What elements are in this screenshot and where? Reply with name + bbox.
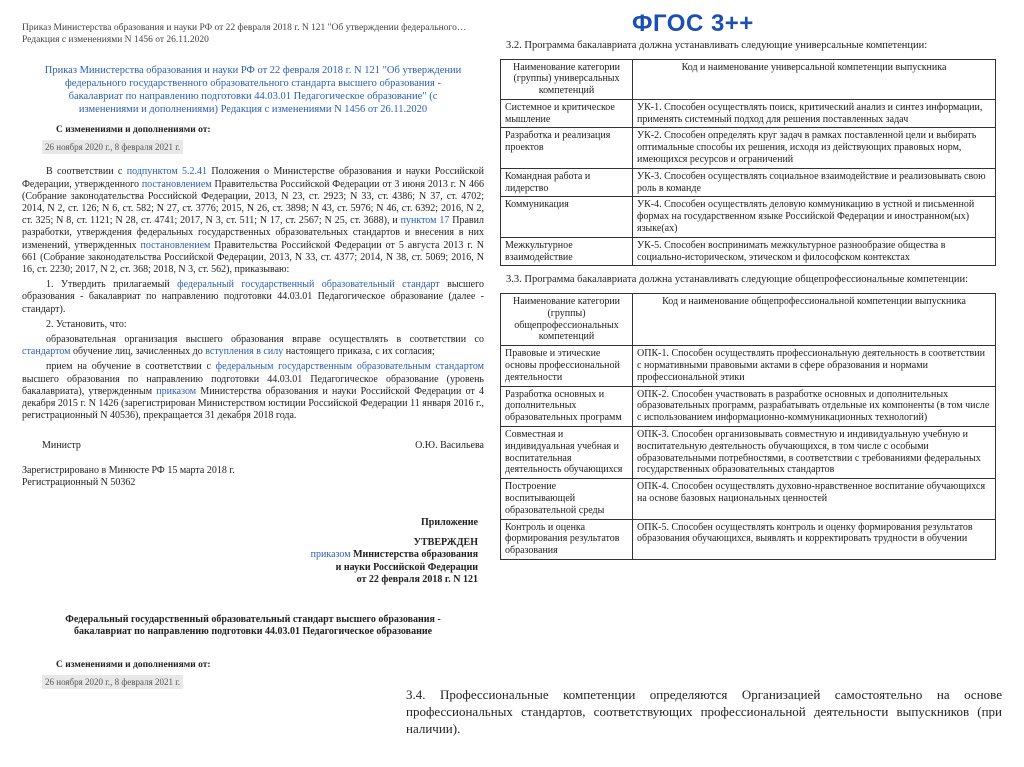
text-span: Положения о Министерстве образования и науки Российской Федерации, утвержденного xyxy=(22,166,484,190)
link-order[interactable]: приказом xyxy=(156,385,197,397)
approved-label: УТВЕРЖДЕН xyxy=(413,537,478,549)
text-span: 1. Утвердить прилагаемый xyxy=(46,279,178,291)
paragraph-approve xyxy=(22,279,484,316)
text-span: Министерства образования и науки Российской Федерации от 4 декабря 2015 г. N 1426 (зарегистрирован Министерством юстиции Российской Федерации 11 января 2016 г., регистрационный N 40536), прекращается 31 декабря 2018 года. xyxy=(22,385,484,422)
opk-cell-code: ОПК-4. Способен осуществлять духовно-нравственное воспитание обучающихся на основе базовых национальных ценностей xyxy=(633,479,996,519)
link-subpoint[interactable]: подпунктом 5.2.41 xyxy=(126,166,208,178)
opk-header-code: Код и наименование общепрофессиональной компетенции выпускника xyxy=(633,293,996,345)
table-row xyxy=(501,479,996,519)
uk-cell-category: Межкультурное взаимодействие xyxy=(501,237,633,266)
text-span: Правительства Российской Федерации от 3 июня 2013 г. N 466 (Собрание законодательства Российской Федерации, 2013, N 23, ст. 2923; N 33, ст. 4386; N 37, ст. 4702; 2014, N 2, ст. 126; N 6, ст. 582; N 27, ст. 3776; 2015, N 26, ст. 3898; N 43, ст. 5976; N 46, ст. 6392; 2016, N 2, ст. 325; N 8, ст. 1121; N 28, ст. 4741; 2017, N 3, ст. 511; N 17, ст. 2567; N 25, ст. 3688), и xyxy=(22,178,484,227)
fgos-title: Федеральный государственный образовательный стандарт высшего образования - бакалавриат по направлению подготовки 44.03.01 Педагогическое образование xyxy=(65,614,441,638)
changes-label-2: С изменениями и дополнениями от: xyxy=(56,659,211,670)
link-standard-2[interactable]: стандартом xyxy=(22,346,71,358)
link-resolution-1[interactable]: постановлением xyxy=(141,178,212,190)
opk-cell-code: ОПК-5. Способен осуществлять контроль и оценку формирования результатов образования обучающихся, выявлять и корректировать трудности в обучении xyxy=(633,519,996,559)
uk-cell-code: УК-1. Способен осуществлять поиск, критический анализ и синтез информации, применять системный подход для решения поставленных задач xyxy=(633,99,996,128)
approved-line-3 xyxy=(22,574,484,586)
slide-title: ФГОС 3++ xyxy=(632,10,754,37)
text-span: обучение лиц, зачисленных до xyxy=(70,346,206,358)
text-span: настоящего приказа, с их согласия; xyxy=(283,346,435,358)
uk-cell-code: УК-5. Способен воспринимать межкультурное разнообразие общества в социально-историческом, этическом и философском контекстах xyxy=(633,237,996,266)
right-document xyxy=(494,40,1016,560)
opk-cell-category: Контроль и оценка формирования результатов образования xyxy=(501,519,633,559)
paragraph-admission xyxy=(22,361,484,422)
minister-name: О.Ю. Васильева xyxy=(415,440,484,452)
opk-cell-category: Построение воспитывающей образовательной среды xyxy=(501,479,633,519)
minister-label: Министр xyxy=(42,440,81,452)
opk-cell-category: Совместная и индивидуальная учебная и воспитательная деятельность обучающихся xyxy=(501,426,633,478)
link-resolution-2[interactable]: постановлением xyxy=(140,239,211,251)
uk-cell-category: Коммуникация xyxy=(501,197,633,237)
approved-line-1 xyxy=(22,549,484,561)
text-span: Правил разработки, утверждения федеральных государственных образовательных стандартов и внесения в них изменений, утвержденных xyxy=(22,215,484,251)
link-order-approved[interactable]: приказом xyxy=(310,549,351,561)
text-span: Министерства образования xyxy=(350,549,478,561)
opk-cell-code: ОПК-3. Способен организовывать совместную и индивидуальную учебную и воспитательную деятельность обучающихся, в том числе с особыми образовательными потребностями, в соответствии с требованиями федеральных государственных образовательных стандартов xyxy=(633,426,996,478)
approved-line-2 xyxy=(22,562,484,574)
text-span: высшего образования по направлению подготовки 44.03.01 Педагогическое образование (уровень бакалавриата), утвержденным xyxy=(22,373,484,397)
link-standard[interactable]: федеральный государственный образовательный стандарт xyxy=(177,279,440,291)
table-row xyxy=(501,197,996,237)
section-3-3: 3.3. Программа бакалавриата должна устанавливать следующие общепрофессиональные компетенции: xyxy=(506,274,969,286)
doc-header-line-2: Редакция с изменениями N 1456 от 26.11.2020 xyxy=(22,35,209,45)
text-span: от 22 февраля 2018 г. N 121 xyxy=(356,573,478,585)
opk-cell-category: Разработка основных и дополнительных образовательных программ xyxy=(501,386,633,426)
changes-label: С изменениями и дополнениями от: xyxy=(56,125,211,135)
table-row xyxy=(501,128,996,168)
uk-table xyxy=(500,59,996,267)
order-title-link[interactable]: Приказ Министерства образования и науки РФ от 22 февраля 2018 г. N 121 "Об утверждении федерального государственного образовательного стандарта высшего образования - бакалавриат по направлению подготовки 44.03.01 Педагогическое образование" (с изменениями и дополнениями) Редакция с изменениями N 1456 от 26.11.2020 xyxy=(44,65,462,115)
table-row xyxy=(501,386,996,426)
table-row xyxy=(501,519,996,559)
text-span: Правительства Российской Федерации от 5 августа 2013 г. N 661 (Собрание законодательства Российской Федерации, 2013, N 33, ст. 4377; 2014, N 38, ст. 5069; 2016, N 16, ст. 2230; 2017, N 2, ст. 368; 2018, N 3, ст. 562), приказываю: xyxy=(22,239,484,276)
registration-line-2: Регистрационный N 50362 xyxy=(22,476,136,488)
paragraph-preamble xyxy=(22,166,484,276)
paragraph-training xyxy=(22,334,484,358)
uk-cell-category: Разработка и реализация проектов xyxy=(501,128,633,168)
section-3-2: 3.2. Программа бакалавриата должна устанавливать следующие универсальные компетенции: xyxy=(506,40,928,51)
link-entry-into-force[interactable]: вступления в силу xyxy=(205,346,284,358)
paragraph-establish: 2. Установить, что: xyxy=(46,318,127,330)
link-point-17[interactable]: пунктом 17 xyxy=(400,215,450,227)
uk-cell-code: УК-3. Способен осуществлять социальное взаимодействие и реализовывать свою роль в команде xyxy=(633,168,996,197)
text-span: и науки Российской Федерации xyxy=(335,561,478,573)
table-row xyxy=(501,426,996,478)
opk-cell-code: ОПК-1. Способен осуществлять профессиональную деятельность в соответствии с нормативными правовыми актами в сфере образования и нормами профессиональной этики xyxy=(633,346,996,386)
uk-cell-category: Командная работа и лидерство xyxy=(501,168,633,197)
table-row xyxy=(501,237,996,266)
uk-cell-code: УК-2. Способен определять круг задач в рамках поставленной цели и выбирать оптимальные способы их решения, исходя из действующих правовых норм, имеющихся ресурсов и ограничений xyxy=(633,128,996,168)
uk-header-code: Код и наименование универсальной компетенции выпускника xyxy=(633,59,996,99)
changes-dates[interactable]: 26 ноября 2020 г., 8 февраля 2021 г. xyxy=(42,140,183,154)
text-span: В соответствии с xyxy=(46,166,127,178)
text-span: высшего образования - бакалавриат по направлению подготовки 44.03.01 Педагогическое образование (далее - стандарт). xyxy=(22,279,484,315)
doc-header-line-1: Приказ Министерства образования и науки РФ от 22 февраля 2018 г. N 121 "Об утверждении федерального… xyxy=(22,23,467,33)
registration-line-1: Зарегистрировано в Минюсте РФ 15 марта 2018 г. xyxy=(22,464,235,476)
section-3-4: 3.4. Профессиональные компетенции определяются Организацией самостоятельно на основе профессиональных стандартов, соответствующих профессиональной деятельности выпускников (при наличии). xyxy=(406,687,1002,736)
uk-cell-category: Системное и критическое мышление xyxy=(501,99,633,128)
text-span: прием на обучение в соответствии с xyxy=(46,361,216,373)
text-span: образовательная организация высшего образования вправе осуществлять в соответствии со xyxy=(46,334,484,346)
opk-cell-category: Правовые и этические основы профессиональной деятельности xyxy=(501,346,633,386)
uk-cell-code: УК-4. Способен осуществлять деловую коммуникацию в устной и письменной формах на государственном языке Российской Федерации и иностранном(ых) языке(ах) xyxy=(633,197,996,237)
opk-table xyxy=(500,293,996,560)
left-document xyxy=(22,22,484,732)
link-federal-standard[interactable]: федеральным государственным образовательным стандартом xyxy=(215,361,484,373)
changes-dates-2[interactable]: 26 ноября 2020 г., 8 февраля 2021 г. xyxy=(42,675,183,689)
table-row xyxy=(501,99,996,128)
table-row xyxy=(501,346,996,386)
opk-cell-code: ОПК-2. Способен участвовать в разработке основных и дополнительных образовательных программ, разрабатывать отдельные их компоненты (в том числе с использованием информационно-коммуникационных технологий) xyxy=(633,386,996,426)
appendix-label: Приложение xyxy=(421,517,478,529)
uk-header-category: Наименование категории (группы) универсальных компетенций xyxy=(501,59,633,99)
table-row xyxy=(501,168,996,197)
opk-header-category: Наименование категории (группы) общепрофессиональных компетенций xyxy=(501,293,633,345)
signature-row xyxy=(22,440,484,452)
